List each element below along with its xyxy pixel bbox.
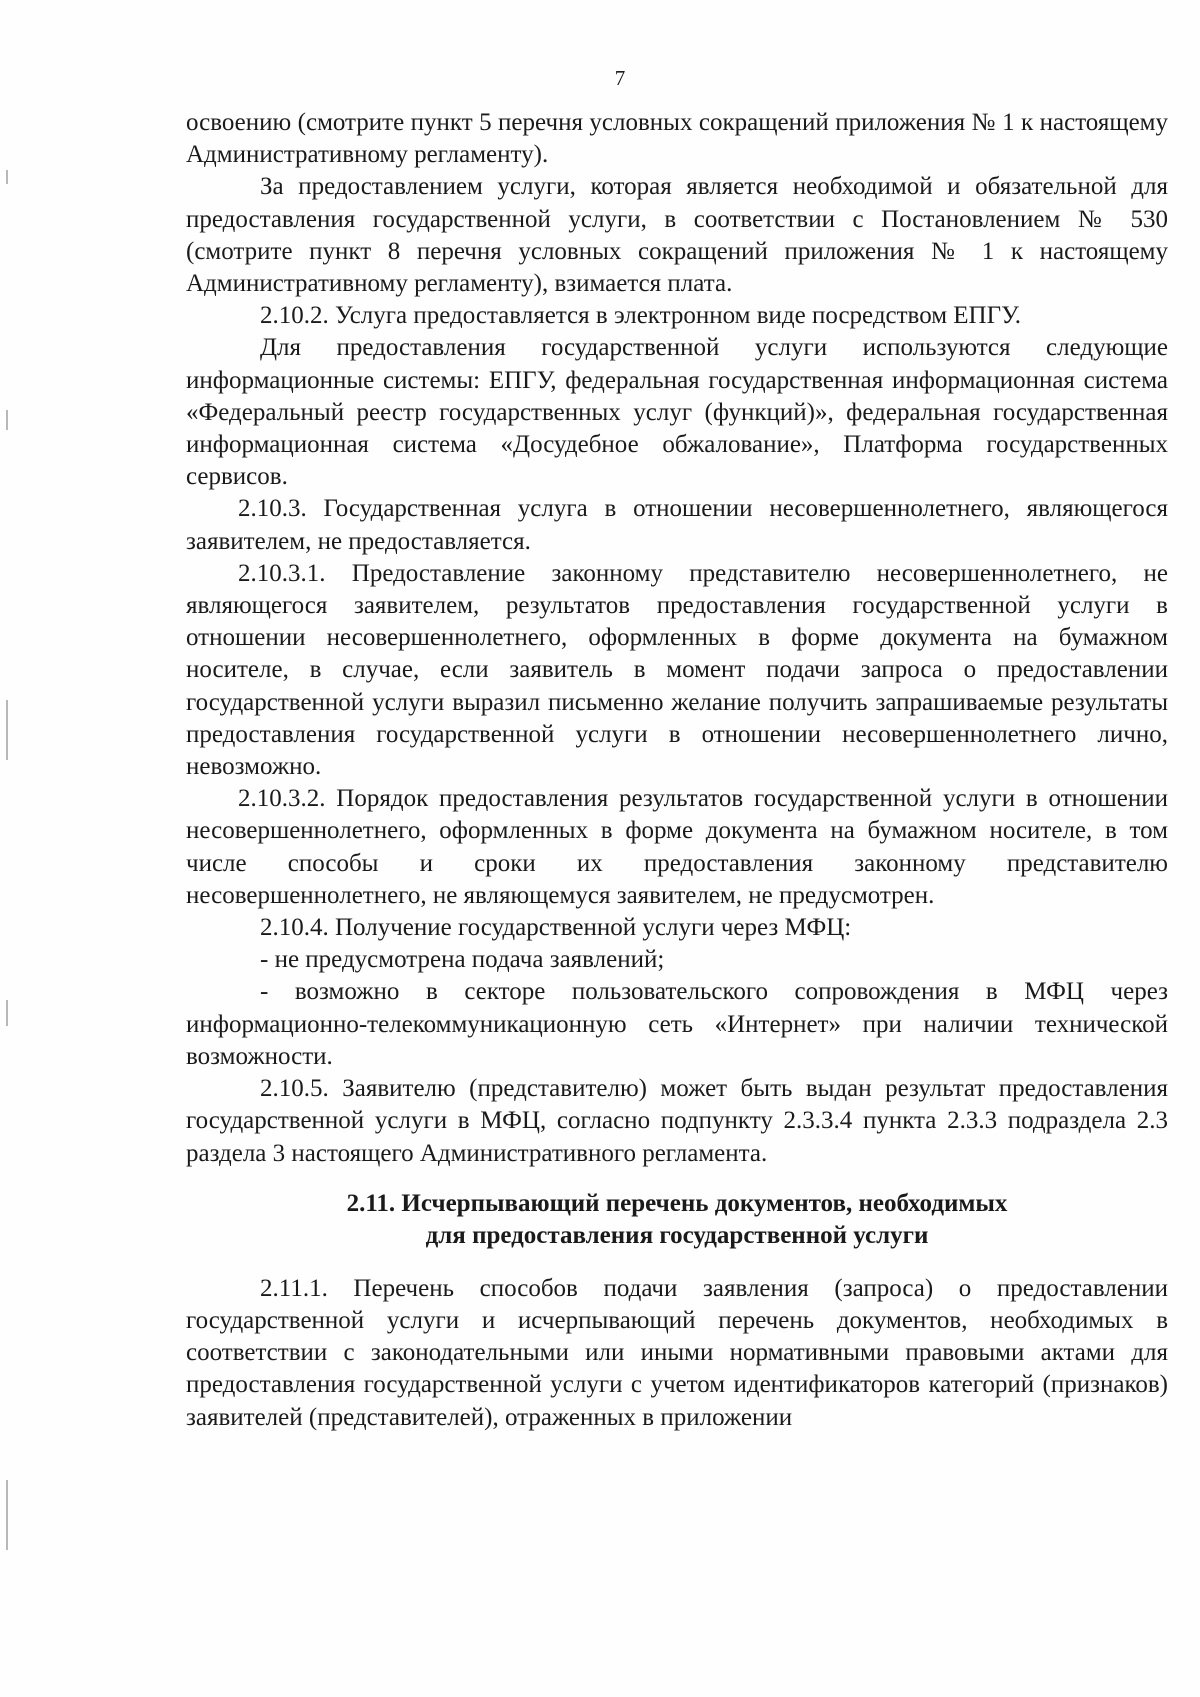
paragraph: 2.10.2. Услуга предоставляется в электронном виде посредством ЕПГУ. <box>260 302 1021 330</box>
section-heading <box>186 1188 1168 1252</box>
paragraph: освоению (смотрите пункт 5 перечня условных сокращений приложения № 1 к настоящему Административному регламенту). <box>186 109 1168 169</box>
scan-margin-mark <box>6 410 8 430</box>
paragraph: За предоставлением услуги, которая является необходимой и обязательной для предоставления государственной услуги, в соответствии с Постановлением № 530 (смотрите пункт 8 перечня условных сокращений приложения № 1 к настоящему Административному регламенту), взимается плата. <box>186 173 1168 298</box>
paragraph: 2.10.3. Государственная услуга в отношении несовершеннолетнего, являющегося заявителем, не предоставляется. <box>186 495 1168 555</box>
paragraph: Для предоставления государственной услуги используются следующие информационные системы: ЕПГУ, федеральная государственная информационная система «Федеральный реестр государственных услуг (функций)», федеральная государственная информационная система «Досудебное обжалование», Платформа государственных сервисов. <box>186 334 1168 491</box>
section-heading-line: для предоставления государственной услуги <box>425 1221 929 1249</box>
scan-margin-mark <box>6 1000 8 1026</box>
scan-margin-mark <box>6 170 8 184</box>
scan-margin-mark <box>6 700 8 760</box>
scan-margin-mark <box>6 1480 8 1550</box>
list-item: - не предусмотрена подача заявлений; <box>260 946 665 974</box>
paragraph: 2.10.3.1. Предоставление законному представителю несовершеннолетнего, не являющегося заявителем, результатов предоставления государственной услуги в отношении несовершеннолетнего, оформленных в форме документа на бумажном носителе, в случае, если заявитель в момент подачи запроса о предоставлении государственной услуги выразил письменно желание получить запрашиваемые результаты предоставления государственной услуги в отношении несовершеннолетнего лично, невозможно. <box>186 559 1168 781</box>
paragraph: 2.10.5. Заявителю (представителю) может быть выдан результат предоставления государственной услуги в МФЦ, согласно подпункту 2.3.3.4 пункта 2.3.3 подраздела 2.3 раздела 3 настоящего Административного регламента. <box>186 1075 1168 1167</box>
paragraph: 2.10.3.2. Порядок предоставления результатов государственной услуги в отношении несовершеннолетнего, оформленных в форме документа на бумажном носителе, в том числе способы и сроки их предоставления законному представителю несовершеннолетнего, не являющемуся заявителем, не предусмотрен. <box>186 785 1168 909</box>
list-item: - возможно в секторе пользовательского сопровождения в МФЦ через информационно-телекоммуникационную сеть «Интернет» при наличии технической возможности. <box>186 978 1168 1070</box>
section-heading-line: 2.11. Исчерпывающий перечень документов, необходимых <box>346 1189 1008 1217</box>
paragraph: 2.11.1. Перечень способов подачи заявления (запроса) о предоставлении государственной услуги и исчерпывающий перечень документов, необходимых в соответствии с законодательными или иными нормативными правовыми актами для предоставления государственной услуги с учетом идентификаторов категорий (признаков) заявителей (представителей), отраженных в приложении <box>186 1274 1168 1431</box>
document-body <box>186 107 1168 1434</box>
page-number: 7 <box>614 66 626 90</box>
paragraph: 2.10.4. Получение государственной услуги через МФЦ: <box>260 914 852 942</box>
